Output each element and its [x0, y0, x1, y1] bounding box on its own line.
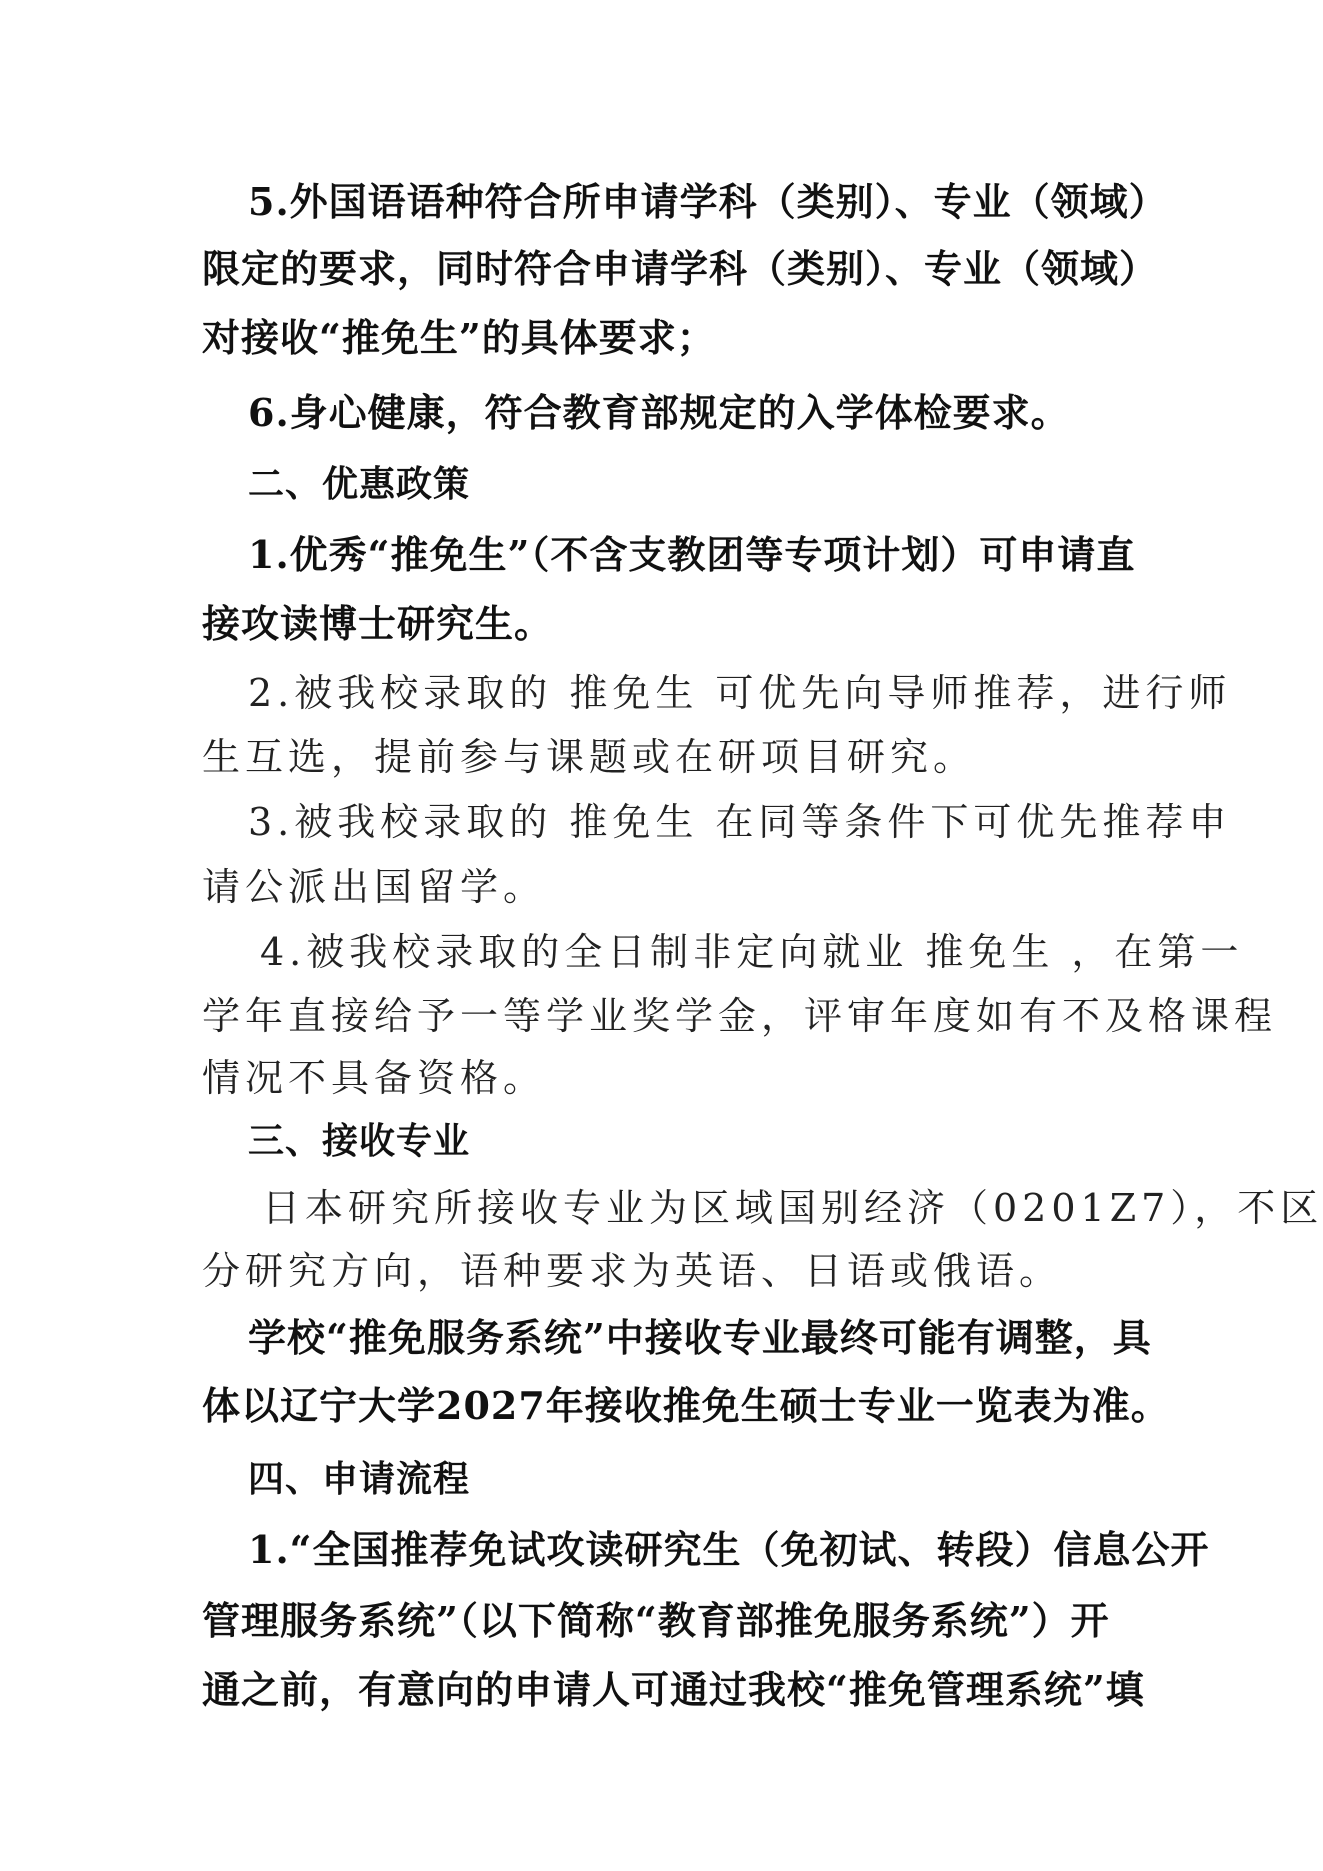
paragraph-line: 日本研究所接收专业为区域国别经济（0201Z7），不区	[262, 1186, 1323, 1230]
paragraph-line: 学校“推免服务系统”中接收专业最终可能有调整，具	[248, 1315, 1152, 1360]
paragraph-line: 2.被我校录取的 推免生 可优先向导师推荐，进行师	[248, 671, 1232, 715]
section-heading-majors: 三、接收专业	[248, 1121, 471, 1162]
paragraph-line: 情况不具备资格。	[202, 1056, 547, 1100]
paragraph-line: 学年直接给予一等学业奖学金，评审年度如有不及格课程	[202, 994, 1278, 1038]
paragraph-line: 接攻读博士研究生。	[202, 601, 554, 646]
paragraph-line: 分研究方向，语种要求为英语、日语或俄语。	[202, 1249, 1063, 1293]
paragraph-line: 4.被我校录取的全日制非定向就业 推免生 ，在第一	[260, 930, 1244, 974]
paragraph-line: 5.外国语语种符合所申请学科（类别）、专业（领域）	[248, 179, 1168, 224]
paragraph-line: 1.“全国推荐免试攻读研究生（免初试、转段）信息公开	[248, 1527, 1210, 1572]
paragraph-line: 3.被我校录取的 推免生 在同等条件下可优先推荐申	[248, 800, 1232, 844]
paragraph-line: 1.优秀“推免生”（不含支教团等专项计划）可申请直	[248, 532, 1136, 577]
paragraph-line: 生互选，提前参与课题或在研项目研究。	[202, 735, 977, 779]
paragraph-line: 请公派出国留学。	[202, 865, 547, 909]
paragraph-line: 6.身心健康，符合教育部规定的入学体检要求。	[248, 390, 1070, 435]
paragraph-line: 对接收“推免生”的具体要求；	[202, 315, 716, 360]
section-heading-process: 四、申请流程	[248, 1459, 471, 1500]
paragraph-line: 限定的要求，同时符合申请学科（类别）、专业（领域）	[202, 246, 1159, 291]
paragraph-line: 通之前，有意向的申请人可通过我校“推免管理系统”填	[202, 1667, 1145, 1712]
paragraph-line: 管理服务系统”（以下简称“教育部推免服务系统”）开	[202, 1598, 1110, 1643]
section-heading-benefits: 二、优惠政策	[248, 464, 471, 505]
paragraph-line: 体以辽宁大学2027年接收推免生硕士专业一览表为准。	[202, 1383, 1170, 1428]
